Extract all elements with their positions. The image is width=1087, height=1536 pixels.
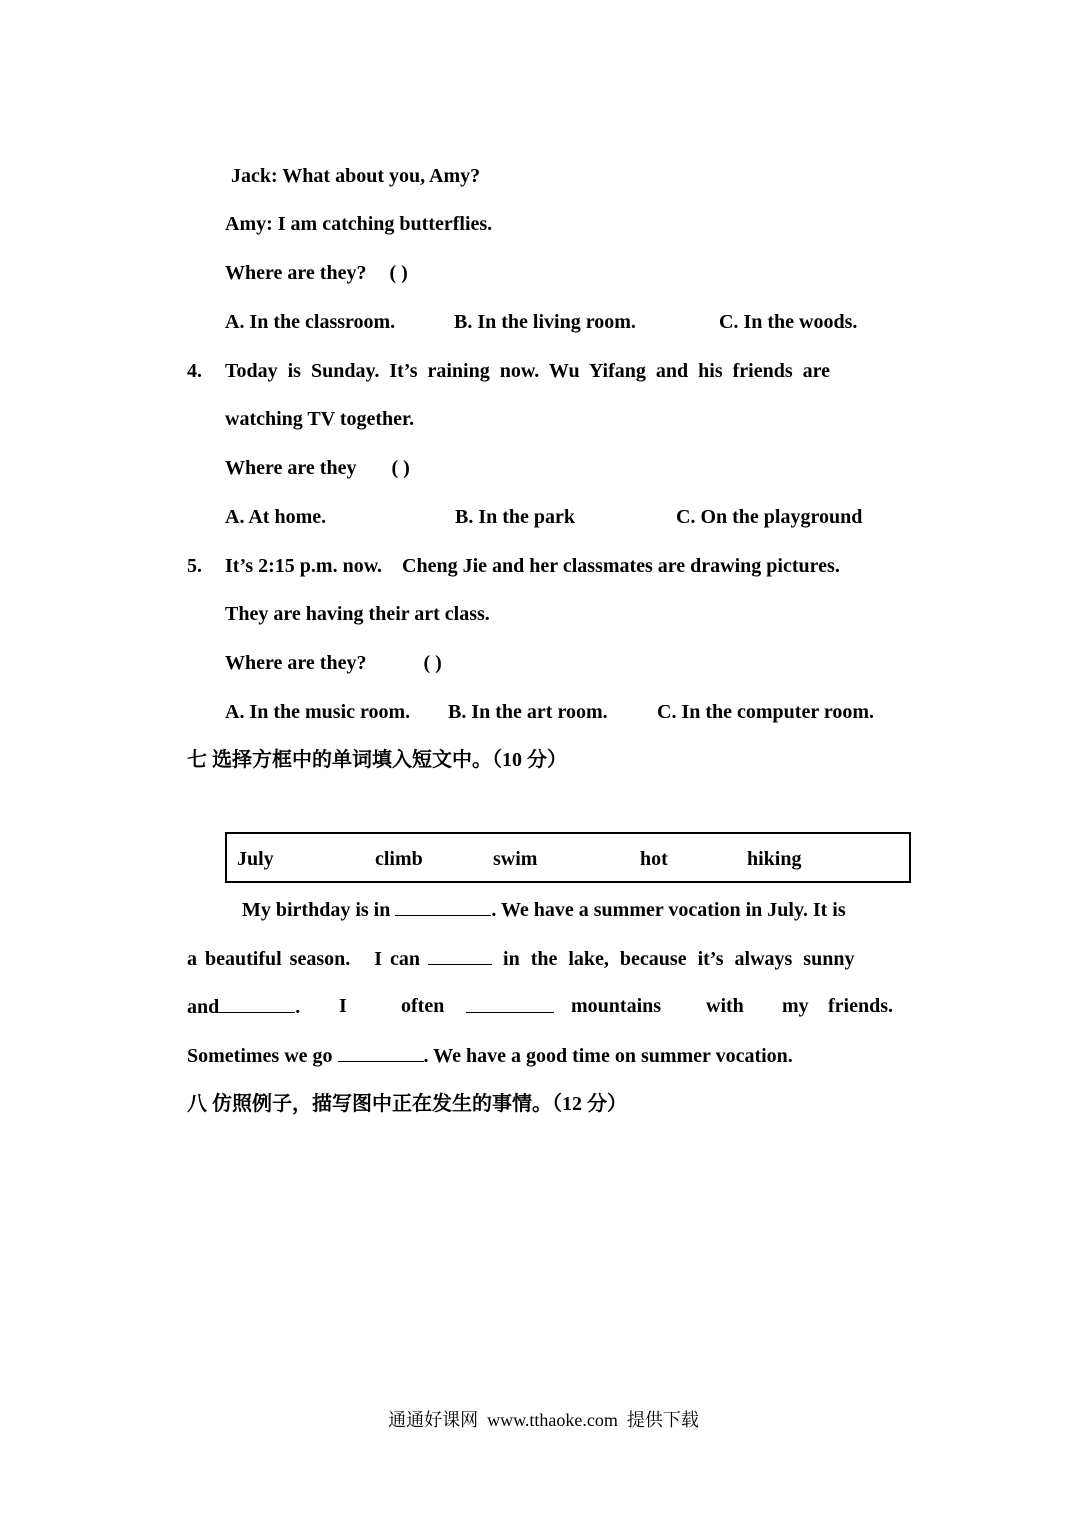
blank-1[interactable] <box>395 897 491 916</box>
passage-line3 <box>187 994 899 1018</box>
passage-line2 <box>187 946 899 971</box>
word-often: often <box>401 995 445 1017</box>
passage-line1-start: My birthday is in <box>242 899 396 921</box>
word-my: my <box>782 995 809 1017</box>
passage-line2-start: a beautiful season. I can <box>187 948 429 970</box>
q3-question <box>225 261 408 285</box>
q4-answer-paren: ( ) <box>391 457 410 479</box>
q5-options <box>225 700 905 724</box>
q4-options <box>225 505 905 529</box>
passage-line4-end: . We have a good time on summer vocation. <box>423 1045 793 1067</box>
section7-heading: 七 选择方框中的单词填入短文中。（10 分） <box>187 749 567 771</box>
word-bank-climb: climb <box>375 848 423 870</box>
q4-text-line1 <box>225 359 899 383</box>
q5-question <box>225 651 442 675</box>
q4-option-c: C. On the playground <box>676 506 863 528</box>
word-bank-box <box>225 832 911 883</box>
blank-3[interactable] <box>219 994 295 1013</box>
blank-2[interactable] <box>428 946 492 965</box>
blank-5[interactable] <box>338 1043 424 1062</box>
word-friends: friends. <box>828 995 893 1017</box>
word-and: and <box>187 996 220 1018</box>
word-mountains: mountains <box>571 995 662 1017</box>
q4-number: 4. <box>187 360 202 382</box>
q5-option-c: C. In the computer room. <box>657 701 875 723</box>
passage-line2-end: in the lake, because it’s always sunny <box>492 948 855 970</box>
q5-option-b: B. In the art room. <box>448 701 608 723</box>
q3-option-c: C. In the woods. <box>719 311 858 333</box>
q5-answer-paren: ( ) <box>423 652 442 674</box>
passage-line1 <box>242 897 846 922</box>
passage-line1-end: . We have a summer vocation in July. It is <box>491 899 846 921</box>
q5-option-a: A. In the music room. <box>225 701 411 723</box>
page-footer: 通通好课网 www.tthaoke.com 提供下载 <box>388 1410 699 1430</box>
q4-text-line1-content: Today is Sunday. It’s raining now. Wu Yifang and his friends are <box>225 360 830 382</box>
q4-option-b: B. In the park <box>455 506 576 528</box>
passage-line4 <box>187 1043 793 1068</box>
passage-line4-start: Sometimes we go <box>187 1045 338 1067</box>
q5-number: 5. <box>187 555 202 577</box>
q5-text-line1: It’s 2:15 p.m. now. Cheng Jie and her classmates are drawing pictures. <box>225 555 840 577</box>
q3-question-text: Where are they? <box>225 262 367 284</box>
q3-option-b: B. In the living room. <box>454 311 636 333</box>
q4-question <box>225 456 410 480</box>
q4-option-a: A. At home. <box>225 506 327 528</box>
section8-heading: 八 仿照例子，描写图中正在发生的事情。（12 分） <box>187 1093 627 1115</box>
word-dot: . <box>295 996 301 1018</box>
word-bank-hiking: hiking <box>747 848 802 870</box>
q3-answer-paren: ( ) <box>389 262 408 284</box>
blank-4[interactable] <box>466 994 554 1019</box>
q3-options <box>225 310 905 334</box>
passage-line3-and <box>187 994 300 1019</box>
q3-jack-line: Jack: What about you, Amy? <box>231 165 481 187</box>
word-i: I <box>339 995 347 1017</box>
word-with: with <box>706 995 744 1017</box>
q5-question-text: Where are they? <box>225 652 367 674</box>
q5-text-line2: They are having their art class. <box>225 603 490 625</box>
q4-text-line2: watching TV together. <box>225 408 415 430</box>
word-bank-swim: swim <box>493 848 538 870</box>
q3-amy-line: Amy: I am catching butterflies. <box>225 213 493 235</box>
q3-option-a: A. In the classroom. <box>225 311 396 333</box>
word-bank-hot: hot <box>640 848 668 870</box>
q4-question-text: Where are they <box>225 457 357 479</box>
word-bank-july: July <box>237 848 274 870</box>
